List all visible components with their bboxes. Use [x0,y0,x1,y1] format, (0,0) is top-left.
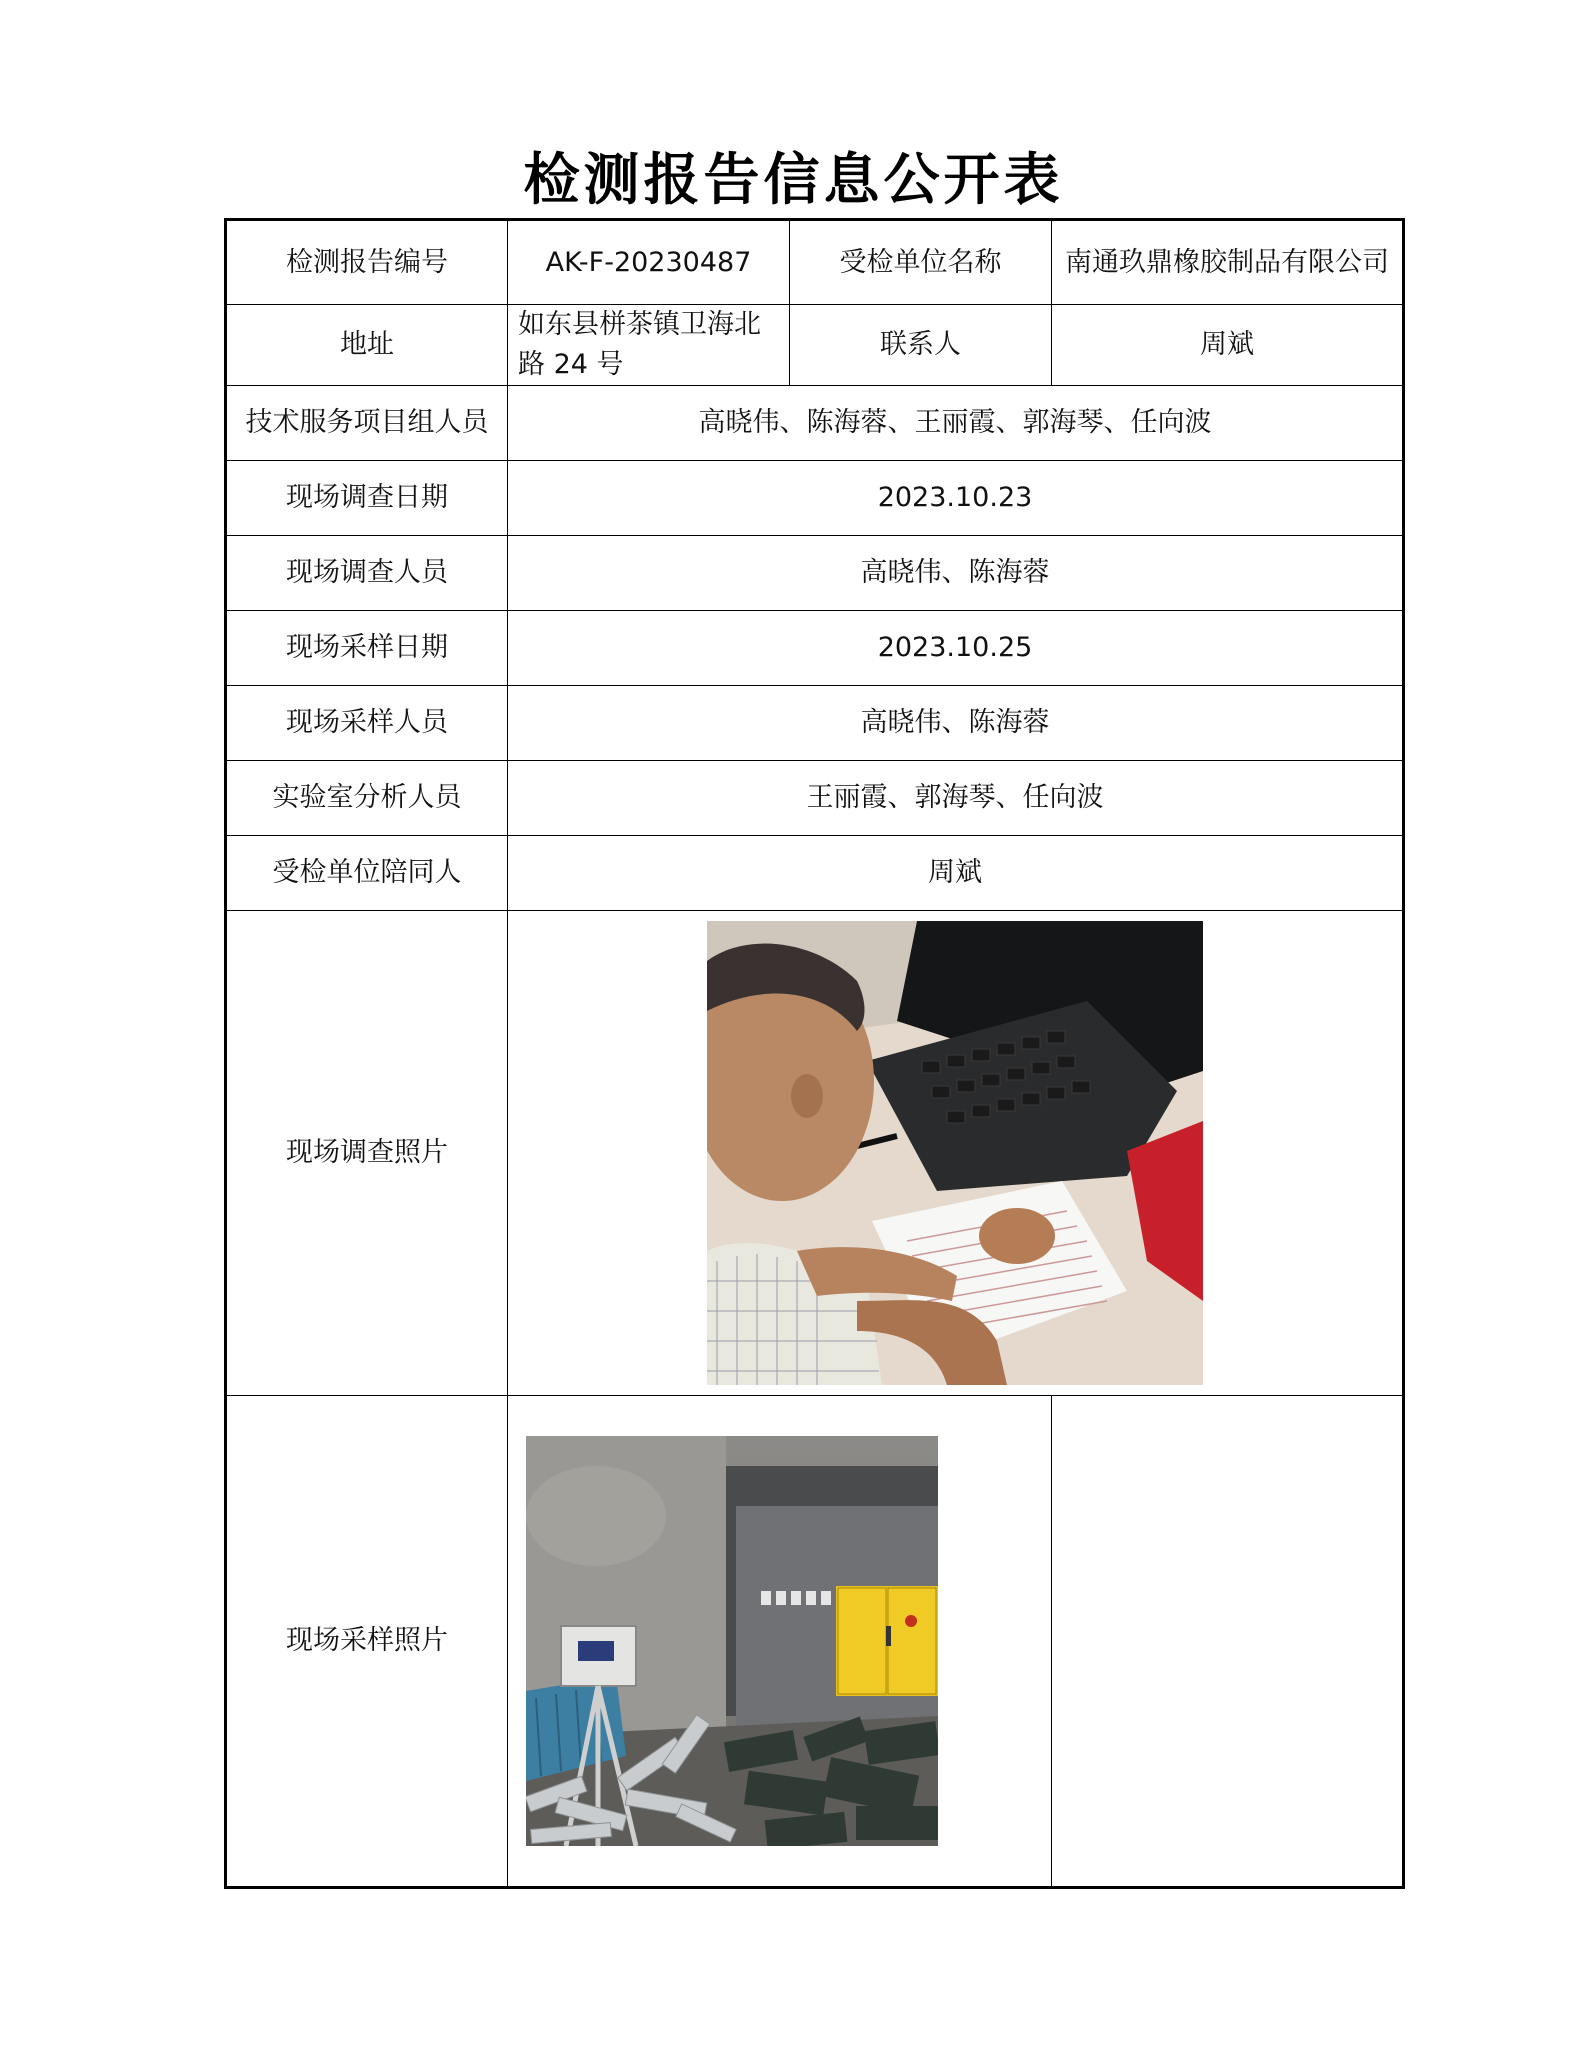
table-row [226,761,1404,836]
unit-name-value: 南通玖鼎橡胶制品有限公司 [1052,220,1404,305]
row-label: 现场采样人员 [226,686,508,761]
report-no-label: 检测报告编号 [226,220,508,305]
row-value: 2023.10.25 [508,611,1404,686]
sampling-photo-label: 现场采样照片 [226,1396,508,1888]
survey-photo-label: 现场调查照片 [226,911,508,1396]
sampling-photo-cell [508,1396,1052,1888]
contact-label: 联系人 [790,305,1052,386]
table-row [226,386,1404,461]
row-value: 高晓伟、陈海蓉、王丽霞、郭海琴、任向波 [508,386,1404,461]
sampling-photo-image [526,1436,938,1846]
row-value: 高晓伟、陈海蓉 [508,536,1404,611]
page-title: 检测报告信息公开表 [523,148,1064,213]
table-row [226,220,1404,305]
row-label: 受检单位陪同人 [226,836,508,911]
empty-cell [1052,1396,1404,1888]
address-value: 如东县栟茶镇卫海北路 24 号 [508,305,790,386]
table-row [226,305,1404,386]
survey-photo-cell [508,911,1404,1396]
row-label: 现场调查人员 [226,536,508,611]
table-row [226,836,1404,911]
row-value: 2023.10.23 [508,461,1404,536]
row-value: 周斌 [508,836,1404,911]
row-label: 现场采样日期 [226,611,508,686]
unit-name-label: 受检单位名称 [790,220,1052,305]
contact-value: 周斌 [1052,305,1404,386]
address-label: 地址 [226,305,508,386]
table-row [226,536,1404,611]
survey-photo-image [707,921,1203,1385]
report-no-value: AK-F-20230487 [508,220,790,305]
table-row [226,611,1404,686]
row-label: 技术服务项目组人员 [226,386,508,461]
row-label: 实验室分析人员 [226,761,508,836]
row-label: 现场调查日期 [226,461,508,536]
row-value: 高晓伟、陈海蓉 [508,686,1404,761]
sampling-photo [526,1436,938,1846]
table-row [226,1396,1404,1888]
table-row [226,686,1404,761]
table-row [226,461,1404,536]
table-row [226,911,1404,1396]
survey-photo [707,921,1203,1385]
report-info-table [224,218,1405,1889]
row-value: 王丽霞、郭海琴、任向波 [508,761,1404,836]
